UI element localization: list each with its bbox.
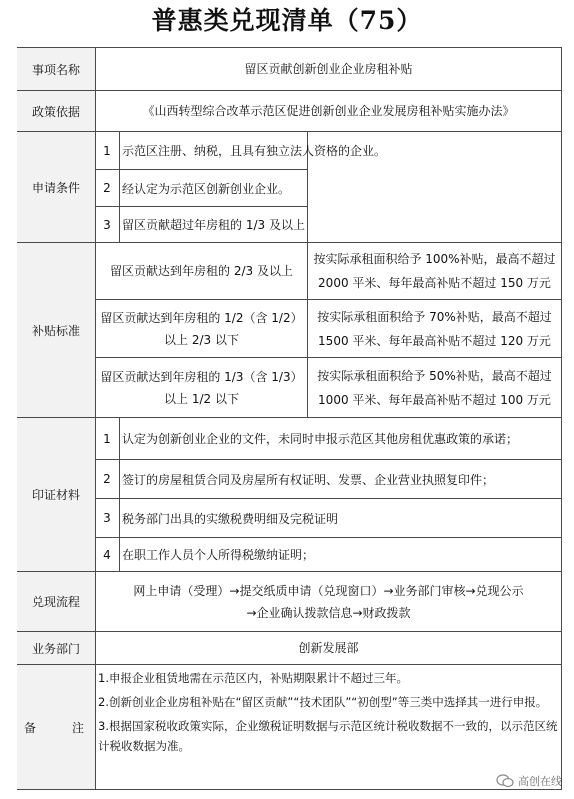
material-number: 3 (103, 511, 111, 525)
process-line: 网上申请（受理）→提交纸质申请（兑现窗口）→业务部门审核→兑现公示 (133, 583, 524, 598)
material-number: 1 (103, 431, 111, 446)
material-number: 4 (103, 547, 111, 562)
standard-description (308, 300, 561, 357)
condition-number: 1 (103, 143, 111, 158)
watermark (496, 773, 562, 789)
material-text: 认定为创新创业企业的文件，未同时申报示范区其他房租优惠政策的承诺； (122, 432, 519, 446)
remarks-notes (95, 668, 561, 756)
standard-condition-line: 以上 1/2 以下 (164, 391, 239, 406)
label-materials: 印证材料 (17, 418, 95, 571)
remark-line: 3.根据国家税收政策实际，企业缴税证明数据与示范区统计税收数据不一致的，以示范区统计税收数据为准。 (98, 719, 558, 753)
material-text: 税务部门出具的实缴税费明细及完税证明 (122, 511, 339, 526)
label-policy-basis: 政策依据 (17, 91, 95, 131)
remark-line: 2.创新创业企业房租补贴在“留区贡献”“技术团队”“初创型”等三类中选择其一进行申报。 (98, 695, 548, 709)
label-remarks: 备 注 (17, 665, 95, 789)
condition-text: 留区贡献超过年房租的 1/3 及以上 (122, 218, 305, 232)
standard-description-line: 2000 平米、每年最高补贴不超过 150 万元 (318, 276, 551, 290)
condition-number: 3 (103, 217, 111, 232)
condition-number: 2 (103, 181, 111, 195)
remark-line: 1.申报企业租赁地需在示范区内，补贴期限累计不超过三年。 (98, 671, 408, 685)
page-title: 普惠类兑现清单（75） (151, 6, 423, 35)
standard-condition (96, 358, 307, 417)
material-number: 2 (103, 472, 111, 486)
condition-text: 经认定为示范区创新创业企业。 (122, 181, 291, 196)
standard-description (308, 243, 561, 299)
standard-description-line: 1500 平米、每年最高补贴不超过 120 万元 (318, 333, 551, 348)
label-conditions: 申请条件 (17, 132, 95, 242)
standard-condition: 留区贡献达到年房租的 2/3 及以上 (110, 264, 293, 278)
standard-description-line: 按实际承租面积给予 50%补贴，最高不超过 (317, 368, 552, 383)
process-line: →企业确认拨款信息→财政拨款 (246, 605, 411, 620)
label-process: 兑现流程 (17, 572, 95, 631)
item-name-value: 留区贡献创新创业企业房租补贴 (244, 62, 413, 76)
policy-basis-value: 《山西转型综合改革示范区促进创新创业企业发展房租补贴实施办法》 (142, 104, 515, 118)
material-text: 在职工作人员个人所得税缴纳证明； (122, 548, 315, 562)
label-item-name: 事项名称 (17, 48, 95, 90)
wechat-icon (496, 774, 514, 788)
standard-condition-line: 留区贡献达到年房租的 1/3（含 1/3） (100, 369, 303, 384)
condition-text: 示范区注册、纳税，且具有独立法人资格的企业。 (122, 144, 387, 158)
material-text: 签订的房屋租赁合同及房屋所有权证明、发票、企业营业执照复印件； (122, 472, 495, 487)
label-department: 业务部门 (17, 632, 95, 664)
standard-condition (96, 300, 307, 357)
standard-condition-line: 以上 2/3 以下 (164, 332, 239, 347)
department-value: 创新发展部 (298, 641, 359, 655)
process-flow (96, 572, 561, 631)
standard-description (308, 358, 561, 417)
standard-condition-line: 留区贡献达到年房租的 1/2（含 1/2） (100, 310, 303, 325)
label-standards: 补贴标准 (17, 243, 95, 417)
standard-description-line: 按实际承租面积给予 70%补贴，最高不超过 (317, 309, 552, 324)
standard-description-line: 1000 平米、每年最高补贴不超过 100 万元 (318, 392, 551, 407)
watermark-text: 高创在线 (518, 775, 562, 788)
standard-description-line: 按实际承租面积给予 100%补贴，最高不超过 (313, 252, 556, 266)
